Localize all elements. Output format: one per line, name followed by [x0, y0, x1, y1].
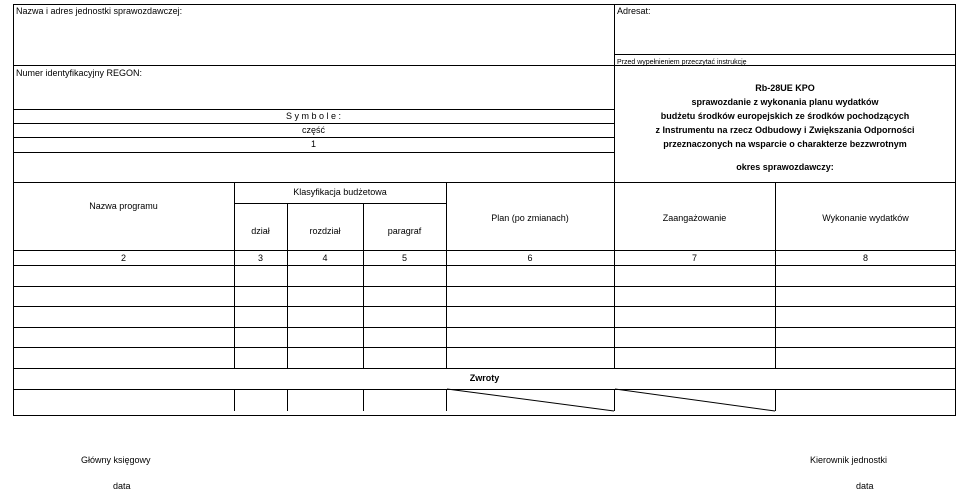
report-title-line-3: z Instrumentu na rzecz Odbudowy i Zwiększania Odporności	[655, 125, 915, 135]
col-number: 2	[120, 253, 126, 263]
col-dzial-header: dział	[251, 226, 270, 236]
col-plan-header: Plan (po zmianach)	[491, 213, 569, 223]
accountant-label: Główny księgowy	[81, 455, 151, 465]
returns-label: Zwroty	[469, 373, 500, 383]
part-number: 1	[310, 139, 316, 149]
addressee-label: Adresat:	[617, 6, 651, 16]
report-period-label: okres sprawozdawczy:	[736, 162, 834, 172]
col-program-header: Nazwa programu	[89, 201, 158, 211]
col-commitment-header: Zaangażowanie	[662, 213, 727, 223]
col-number: 3	[257, 253, 263, 263]
report-title-line-2: budżetu środków europejskich ze środków pochodzących	[660, 111, 910, 121]
plan-diagonal	[447, 389, 614, 411]
col-rozdzial-header: rozdział	[309, 226, 341, 236]
accountant-date: data	[113, 481, 131, 491]
col-number: 8	[862, 253, 868, 263]
col-paragraf-header: paragraf	[387, 226, 422, 236]
head-label: Kierownik jednostki	[810, 455, 888, 465]
col-number: 6	[527, 253, 533, 263]
part-label: część	[301, 125, 325, 135]
col-number: 5	[401, 253, 407, 263]
instruction-note: Przed wypełnieniem przeczytać instrukcję	[617, 59, 747, 66]
col-number: 7	[691, 253, 697, 263]
head-date: data	[856, 481, 874, 491]
regon-label: Numer identyfikacyjny REGON:	[16, 68, 143, 78]
symbols-label: S y m b o l e :	[285, 111, 342, 121]
classification-header: Klasyfikacja budżetowa	[293, 187, 387, 197]
report-title-line-4: przeznaczonych na wsparcie o charakterze bezzwrotnym	[663, 139, 907, 149]
col-execution-header: Wykonanie wydatków	[822, 213, 909, 223]
col-number: 4	[322, 253, 328, 263]
unit-name-label: Nazwa i adres jednostki sprawozdawczej:	[16, 6, 183, 16]
commitment-diagonal	[615, 389, 775, 411]
report-title-line-1: sprawozdanie z wykonania planu wydatków	[691, 97, 879, 107]
report-code: Rb-28UE KPO	[755, 83, 815, 93]
